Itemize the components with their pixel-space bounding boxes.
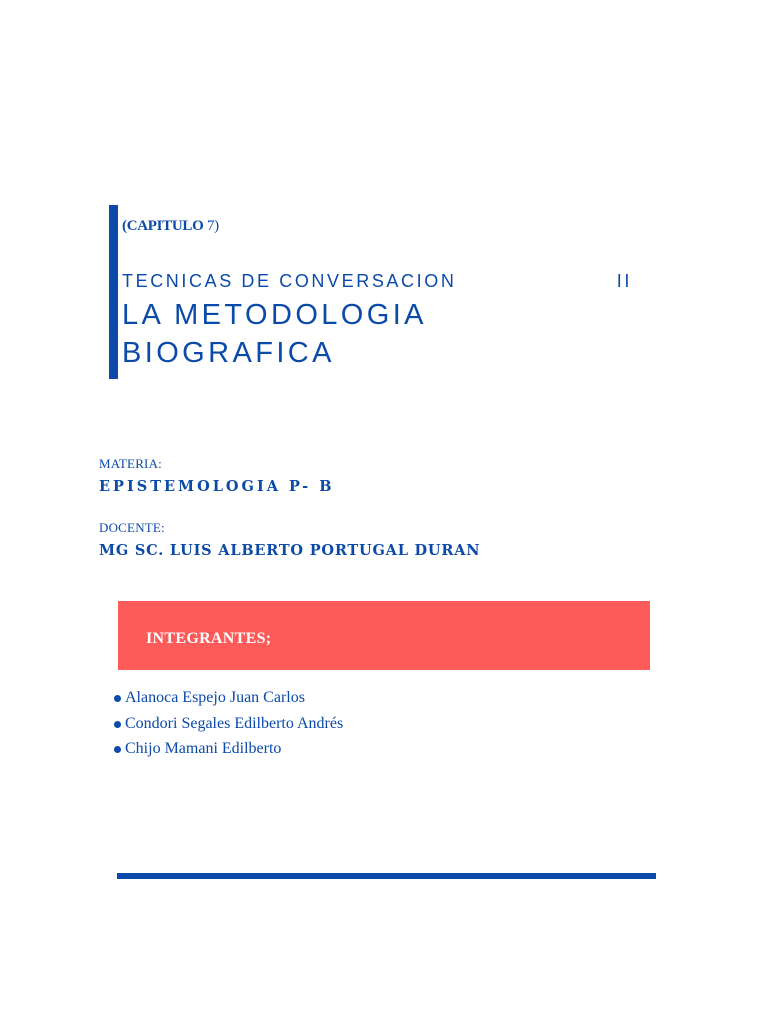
member-name: Condori Segales Edilberto Andrés [125, 714, 344, 732]
chapter-text: (CAPITULO [122, 218, 204, 234]
docente-label: DOCENTE: [99, 520, 165, 535]
bottom-divider [117, 873, 656, 879]
title-line-2: BIOGRAFICA [122, 337, 335, 369]
integrantes-banner [118, 601, 650, 670]
member-name: Chijo Mamani Edilberto [125, 740, 282, 757]
docente-value: MG SC. LUIS ALBERTO PORTUGAL DURAN [99, 542, 481, 559]
bullet-icon [114, 695, 121, 702]
bullet-icon [114, 721, 121, 728]
subtitle-text: TECNICAS DE CONVERSACION [122, 271, 457, 291]
chapter-number: 7) [206, 218, 219, 234]
materia-value: EPISTEMOLOGIA P- B [99, 478, 335, 495]
list-item [114, 715, 343, 741]
document-title [122, 296, 427, 372]
title-line-1: LA METODOLOGIA [122, 299, 427, 331]
subtitle-part: II [616, 271, 632, 291]
member-name: Alanoca Espejo Juan Carlos [125, 689, 305, 706]
list-item [114, 689, 343, 715]
title-accent-bar [109, 205, 118, 379]
members-list [114, 689, 343, 766]
integrantes-heading: INTEGRANTES; [146, 630, 272, 647]
document-subtitle [122, 271, 632, 292]
list-item [114, 740, 343, 766]
materia-label: MATERIA: [99, 456, 162, 471]
chapter-label [122, 218, 219, 235]
bullet-icon [114, 746, 121, 753]
